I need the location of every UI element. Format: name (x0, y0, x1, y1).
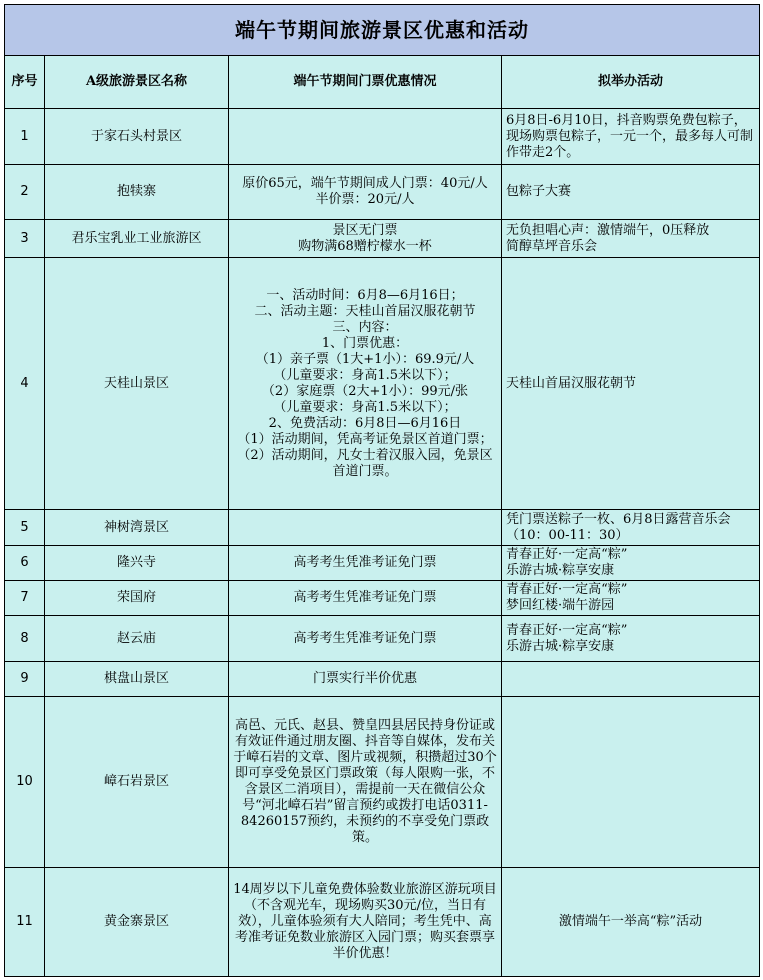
discount-line: 1、门票优惠： (321, 335, 409, 351)
cell-scenic-name: 神树湾景区 (45, 510, 229, 546)
activity-line: 乐游古城·粽享安康 (506, 638, 615, 654)
cell-index: 11 (5, 868, 45, 977)
discount-line: 景区无门票 (332, 222, 398, 238)
cell-activity (502, 697, 760, 868)
table-title: 端午节期间旅游景区优惠和活动 (5, 5, 760, 56)
discount-line: （1）亲子票（1大+1小）：69.9元/人 (255, 351, 475, 367)
cell-discount (229, 662, 502, 697)
cell-discount (229, 165, 502, 220)
activity-line: 无负担唱心声：激情端午，0压释放 (506, 222, 710, 238)
cell-discount (229, 868, 502, 977)
cell-activity (502, 258, 760, 510)
table-row (5, 581, 760, 616)
cell-discount (229, 510, 502, 546)
cell-activity (502, 220, 760, 258)
cell-scenic-name: 赵云庙 (45, 616, 229, 662)
discount-line: 原价65元，端午节期间成人门票：40元/人 (242, 176, 488, 191)
discount-line: 购物满68赠柠檬水一杯 (298, 238, 432, 254)
table-row (5, 868, 760, 977)
table-row (5, 165, 760, 220)
scenic-discount-table (4, 4, 760, 977)
cell-index: 4 (5, 258, 45, 510)
cell-discount (229, 258, 502, 510)
cell-activity (502, 546, 760, 581)
discount-line: 高考考生凭准考证免门票 (293, 630, 437, 646)
discount-line: 2、免费活动：6月8日—6月16日 (268, 415, 462, 431)
discount-line: 高考考生凭准考证免门票 (293, 590, 437, 605)
cell-discount (229, 697, 502, 868)
table-row (5, 616, 760, 662)
cell-index: 1 (5, 109, 45, 165)
discount-line: （儿童要求：身高1.5米以下）； (273, 399, 457, 415)
discount-line: （1）活动期间，凭高考证免景区首道门票； (237, 431, 493, 447)
activity-line: 天桂山首届汉服花朝节 (506, 375, 637, 391)
activity-line: 凭门票送粽子一枚、6月8日露营音乐会（10：00-11：30） (506, 511, 731, 543)
discount-line: 半价票：20元/人 (315, 192, 415, 207)
cell-scenic-name: 于家石头村景区 (45, 109, 229, 165)
header-discount: 端午节期间门票优惠情况 (229, 56, 502, 109)
header-name: A级旅游景区名称 (45, 56, 229, 109)
discount-line: 14周岁以下儿童免费体验数业旅游区游玩项目（不含观光车，现场购买30元/位，当日有效），儿童体验须有大人陪同；考生凭中、高考准考证免数业旅游区入园门票；购买套票享半价优惠！ (233, 882, 497, 961)
cell-index: 9 (5, 662, 45, 697)
cell-index: 6 (5, 546, 45, 581)
document-page (4, 4, 759, 974)
activity-line: 乐游古城·粽享安康 (506, 563, 615, 578)
cell-activity (502, 616, 760, 662)
table-row (5, 220, 760, 258)
activity-line: 简醇草坪音乐会 (506, 238, 598, 254)
activity-line: 6月8日-6月10日，抖音购票免费包粽子，现场购票包粽子，一元一个，最多每人可制作带走2个。 (506, 112, 754, 160)
table-row (5, 546, 760, 581)
table-row (5, 510, 760, 546)
cell-scenic-name: 黄金寨景区 (45, 868, 229, 977)
table-row (5, 662, 760, 697)
activity-line: 激情端午一举高“粽”活动 (558, 914, 703, 929)
discount-line: （2）活动期间，凡女士着汉服入园，免景区首道门票。 (237, 447, 493, 479)
cell-index: 10 (5, 697, 45, 868)
activity-line: 青春正好·一定高“粽” (506, 622, 628, 638)
cell-scenic-name: 隆兴寺 (45, 546, 229, 581)
cell-discount (229, 109, 502, 165)
discount-line: （儿童要求：身高1.5米以下）； (273, 367, 457, 383)
cell-index: 7 (5, 581, 45, 616)
activity-line: 包粽子大赛 (506, 184, 572, 199)
table-body (5, 109, 760, 977)
discount-line: 三、内容： (332, 319, 398, 335)
discount-line: 门票实行半价优惠 (312, 671, 417, 686)
cell-activity (502, 510, 760, 546)
cell-activity (502, 581, 760, 616)
cell-scenic-name: 抱犊寨 (45, 165, 229, 220)
discount-line: 高邑、元氏、赵县、赞皇四县居民持身份证或有效证件通过朋友圈、抖音等自媒体，发布关于嶂石岩的文章、图片或视频，积攒超过30个即可享受免景区门票政策（每人限购一张，不含景区二消项目），需提前一天在微信公众号“河北嶂石岩”留言预约或拨打电话0311-84260157预约，未预约的不享受免门票政策。 (233, 718, 497, 845)
cell-scenic-name: 君乐宝乳业工业旅游区 (45, 220, 229, 258)
cell-discount (229, 616, 502, 662)
cell-index: 3 (5, 220, 45, 258)
cell-discount (229, 220, 502, 258)
table-row (5, 258, 760, 510)
cell-index: 8 (5, 616, 45, 662)
cell-scenic-name: 棋盘山景区 (45, 662, 229, 697)
discount-line: 二、活动主题：天桂山首届汉服花朝节 (254, 303, 476, 319)
discount-line: 一、活动时间：6月8—6月16日； (266, 287, 464, 303)
activity-line: 青春正好·一定高“粽” (506, 547, 628, 562)
activity-line: 青春正好·一定高“粽” (506, 582, 628, 597)
cell-activity (502, 109, 760, 165)
header-activity: 拟举办活动 (502, 56, 760, 109)
cell-activity (502, 662, 760, 697)
cell-index: 5 (5, 510, 45, 546)
discount-line: （2）家庭票（2大+1小）：99元/张 (261, 383, 469, 399)
title-row (5, 5, 760, 56)
cell-discount (229, 546, 502, 581)
header-row (5, 56, 760, 109)
cell-activity (502, 868, 760, 977)
cell-discount (229, 581, 502, 616)
table-row (5, 109, 760, 165)
cell-activity (502, 165, 760, 220)
cell-scenic-name: 天桂山景区 (45, 258, 229, 510)
activity-line: 梦回红楼·端午游园 (506, 598, 615, 613)
cell-scenic-name: 嶂石岩景区 (45, 697, 229, 868)
table-row (5, 697, 760, 868)
cell-index: 2 (5, 165, 45, 220)
cell-scenic-name: 荣国府 (45, 581, 229, 616)
header-index: 序号 (5, 56, 45, 109)
discount-line: 高考考生凭准考证免门票 (293, 555, 437, 570)
